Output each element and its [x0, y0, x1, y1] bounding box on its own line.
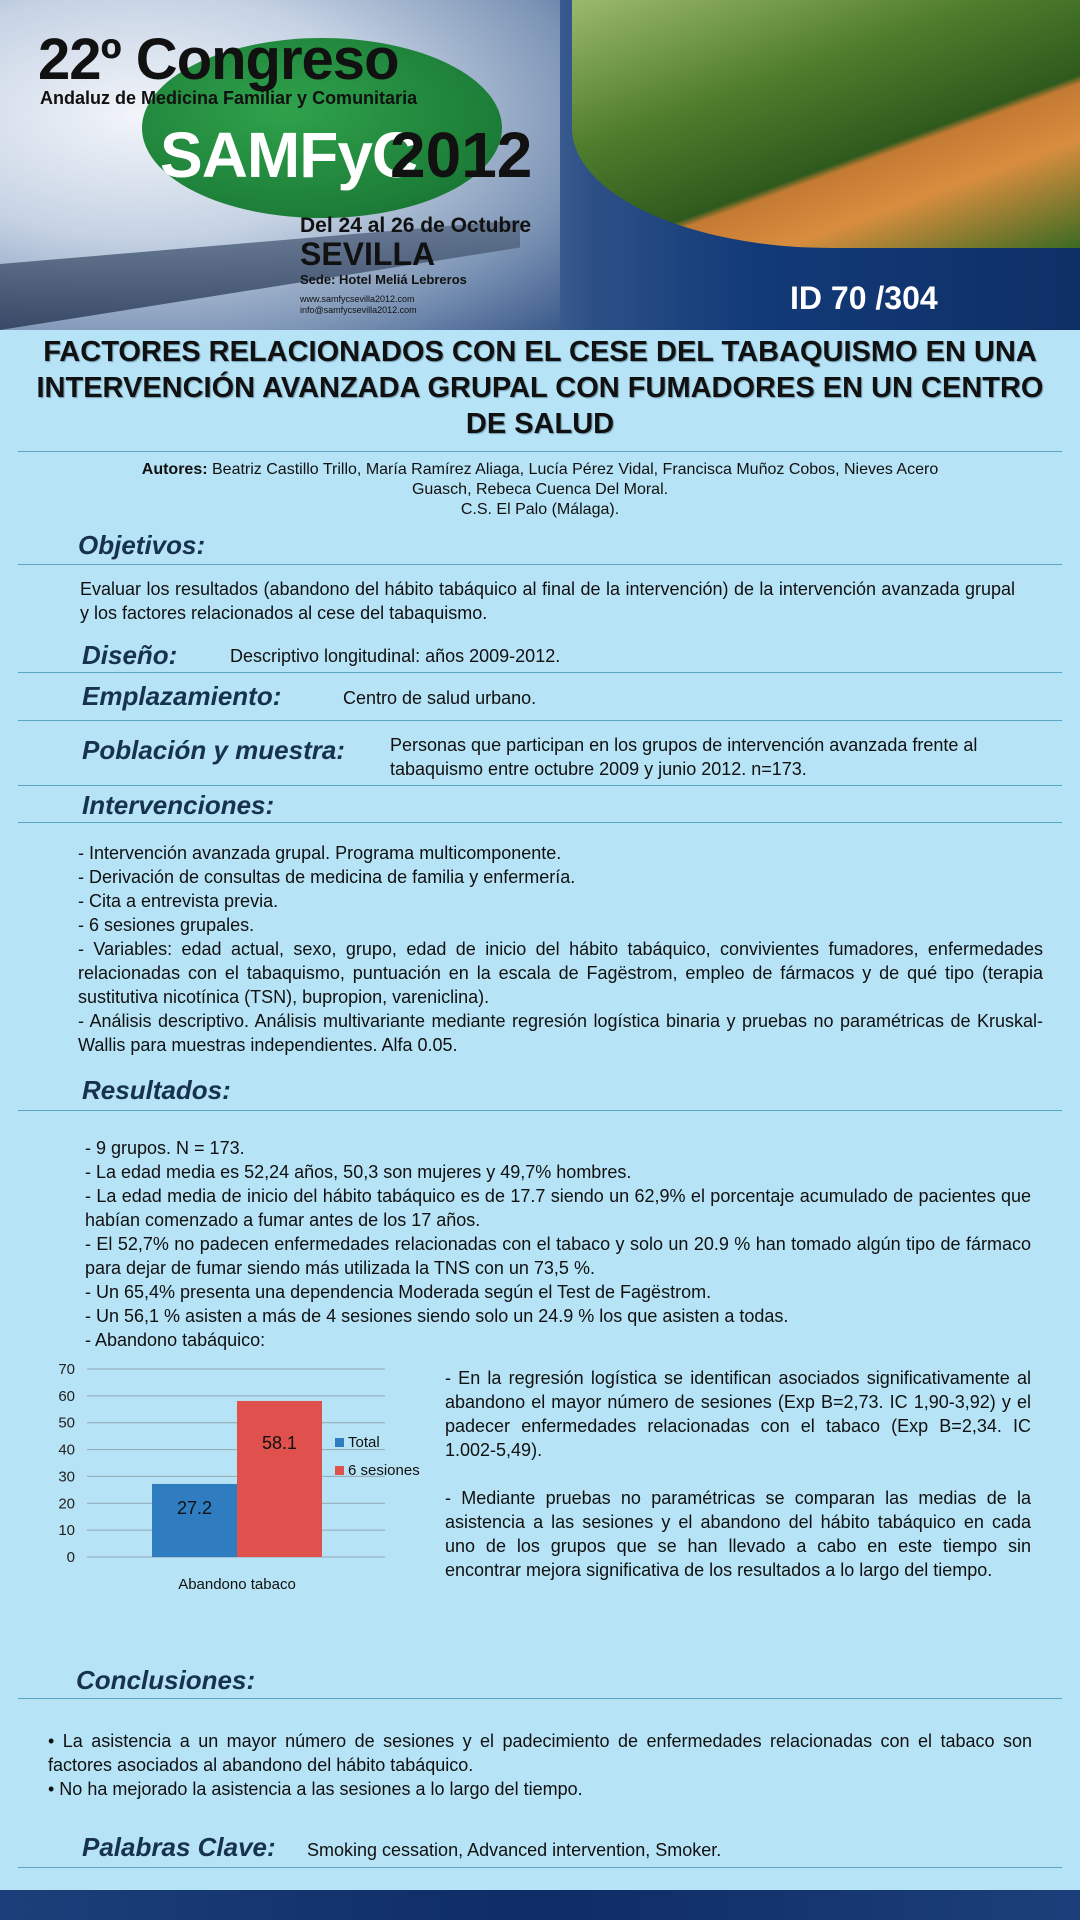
congress-email: info@samfycsevilla2012.com [300, 305, 417, 315]
divider [18, 672, 1062, 673]
resultados-right [445, 1366, 1031, 1582]
intervenciones-item: - 6 sesiones grupales. [78, 915, 255, 935]
divider [18, 1110, 1062, 1111]
intervenciones-item: - Variables: edad actual, sexo, grupo, edad de inicio del hábito tabáquico, convivientes fumadores, enfermedades relacionadas con el tabaquismo, puntuación en la escala de Fagëstrom, empleo de fármacos y de qué tipo (terapia sustitutiva nicotínica (TSN), bupropion, vareniclina). [78, 939, 1043, 1007]
intervenciones-item: - Intervención avanzada grupal. Programa multicomponente. [78, 843, 562, 863]
intervenciones-item: - Cita a entrevista previa. [78, 891, 279, 911]
divider [18, 564, 1062, 565]
y-tick-label: 50 [58, 1414, 75, 1432]
poster-id: ID 70 /304 [790, 280, 938, 316]
resultados-item: - Un 65,4% presenta una dependencia Moderada según el Test de Fagëstrom. [85, 1282, 712, 1302]
bar-6-sesiones [237, 1401, 322, 1557]
diseno-heading: Diseño: [82, 640, 178, 670]
legend-label: 6 sesiones [348, 1462, 420, 1479]
congress-city: SEVILLA [300, 236, 436, 272]
x-category-label: Abandono tabaco [178, 1576, 296, 1593]
conclusiones-list [48, 1729, 1032, 1801]
resultados-item: - Abandono tabáquico: [85, 1330, 266, 1350]
y-tick-label: 30 [58, 1468, 75, 1486]
legend-label: Total [348, 1434, 380, 1451]
congress-venue: Sede: Hotel Meliá Lebreros [300, 272, 467, 287]
resultados-item: - La edad media es 52,24 años, 50,3 son mujeres y 49,7% hombres. [85, 1162, 632, 1182]
intervenciones-list [78, 841, 1043, 1057]
data-label: 58.1 [261, 1432, 298, 1453]
divider [18, 451, 1062, 452]
congress-subtitle: Andaluz de Medicina Familiar y Comunitaria [40, 88, 418, 108]
authors-block [120, 460, 960, 520]
intervenciones-item: - Derivación de consultas de medicina de familia y enfermería. [78, 867, 576, 887]
resultados-right-item: - Mediante pruebas no paramétricas se comparan las medias de la asistencia a las sesiones y el abandono del hábito tabáquico en cada uno de los grupos que se han llevado a cabo en este tiempo sin encontrar mejora significativa de los resultados a lo largo del tiempo. [445, 1488, 1031, 1580]
y-tick-label: 60 [58, 1387, 75, 1405]
y-tick-label: 40 [58, 1441, 75, 1459]
conclusiones-item: • No ha mejorado la asistencia a las sesiones a lo largo del tiempo. [48, 1779, 583, 1799]
resultados-item: - La edad media de inicio del hábito tabáquico es de 17.7 siendo un 62,9% el porcentaje acumulado de pacientes que habían comenzado a fumar antes de los 17 años. [85, 1186, 1031, 1230]
intervenciones-item: - Análisis descriptivo. Análisis multivariante mediante regresión logística binaria y pruebas no paramétricas de Kruskal-Wallis para muestras independientes. Alfa 0.05. [78, 1011, 1043, 1055]
resultados-list [85, 1136, 1031, 1352]
footer-band [0, 1890, 1080, 1920]
resultados-right-item: - En la regresión logística se identifican asociados significativamente al abandono el mayor número de sesiones (Exp B=2,73. IC 1,90-3,92) y el padecer enfermedades relacionadas con el tabaco (Exp B=2,34. IC 1.002-5,49). [445, 1368, 1031, 1460]
resultados-item: - Un 56,1 % asisten a más de 4 sesiones siendo solo un 24.9 % los que asisten a todas. [85, 1306, 789, 1326]
poblacion-heading: Población y muestra: [82, 735, 345, 765]
conclusiones-item: • La asistencia a un mayor número de sesiones y el padecimiento de enfermedades relacionadas con el tabaco son factores asociados al abandono del hábito tabáquico. [48, 1731, 1032, 1775]
congress-website: www.samfycsevilla2012.com [300, 294, 415, 304]
y-tick-label: 20 [58, 1495, 75, 1513]
legend-swatch [335, 1438, 344, 1447]
brand-name: SAMFyC [160, 119, 418, 191]
y-tick-label: 70 [58, 1361, 75, 1378]
header-banner [0, 0, 1080, 330]
resultados-heading: Resultados: [82, 1075, 231, 1105]
divider [18, 1698, 1062, 1699]
legend-swatch [335, 1466, 344, 1475]
sevilla-photo [572, 0, 1080, 248]
data-label: 27.2 [176, 1497, 213, 1518]
authors-label: Autores: [141, 461, 208, 478]
divider [18, 720, 1062, 721]
congress-contact [300, 294, 417, 316]
objetivos-heading: Objetivos: [78, 530, 206, 560]
resultados-item: - 9 grupos. N = 173. [85, 1138, 245, 1158]
diseno-text: Descriptivo longitudinal: años 2009-2012. [230, 646, 561, 666]
objetivos-text: Evaluar los resultados (abandono del hábito tabáquico al final de la intervención) de la intervención avanzada grupal y los factores relacionados al cese del tabaquismo. [80, 579, 1015, 623]
y-tick-label: 10 [58, 1522, 75, 1540]
divider [18, 822, 1062, 823]
authors-names: Beatriz Castillo Trillo, María Ramírez Aliaga, Lucía Pérez Vidal, Francisca Muñoz Cobos, Nieves Acero Guasch, Rebeca Cuenca Del Moral. [212, 461, 939, 498]
intervenciones-heading: Intervenciones: [82, 790, 275, 820]
resultados-item: - El 52,7% no padecen enfermedades relacionadas con el tabaco y solo un 20.9 % han tomado algún tipo de fármaco para dejar de fumar siendo más utilizada la TNS con un 73,5 %. [85, 1234, 1031, 1278]
emplazamiento-heading: Emplazamiento: [82, 681, 282, 711]
divider [18, 785, 1062, 786]
abandono-chart [35, 1355, 435, 1600]
palabras-text: Smoking cessation, Advanced intervention, Smoker. [307, 1840, 722, 1860]
authors-center: C.S. El Palo (Málaga). [460, 501, 620, 518]
y-tick-label: 0 [66, 1549, 75, 1566]
poster-title: FACTORES RELACIONADOS CON EL CESE DEL TABAQUISMO EN UNA INTERVENCIÓN AVANZADA GRUPAL CON FUMADORES EN UN CENTRO DE SALUD [36, 336, 1044, 440]
poblacion-text: Personas que participan en los grupos de intervención avanzada frente al tabaquismo entre octubre 2009 y junio 2012. n=173. [390, 735, 978, 779]
palabras-heading: Palabras Clave: [82, 1832, 276, 1862]
emplazamiento-text: Centro de salud urbano. [343, 688, 537, 708]
congress-dates: Del 24 al 26 de Octubre [300, 214, 532, 237]
bar-total [152, 1484, 237, 1557]
abandono-chart-svg [35, 1355, 435, 1600]
conclusiones-heading: Conclusiones: [76, 1665, 256, 1695]
brand-year: 2012 [390, 119, 533, 191]
congress-title: 22º Congreso [38, 27, 399, 92]
divider [18, 1867, 1062, 1868]
